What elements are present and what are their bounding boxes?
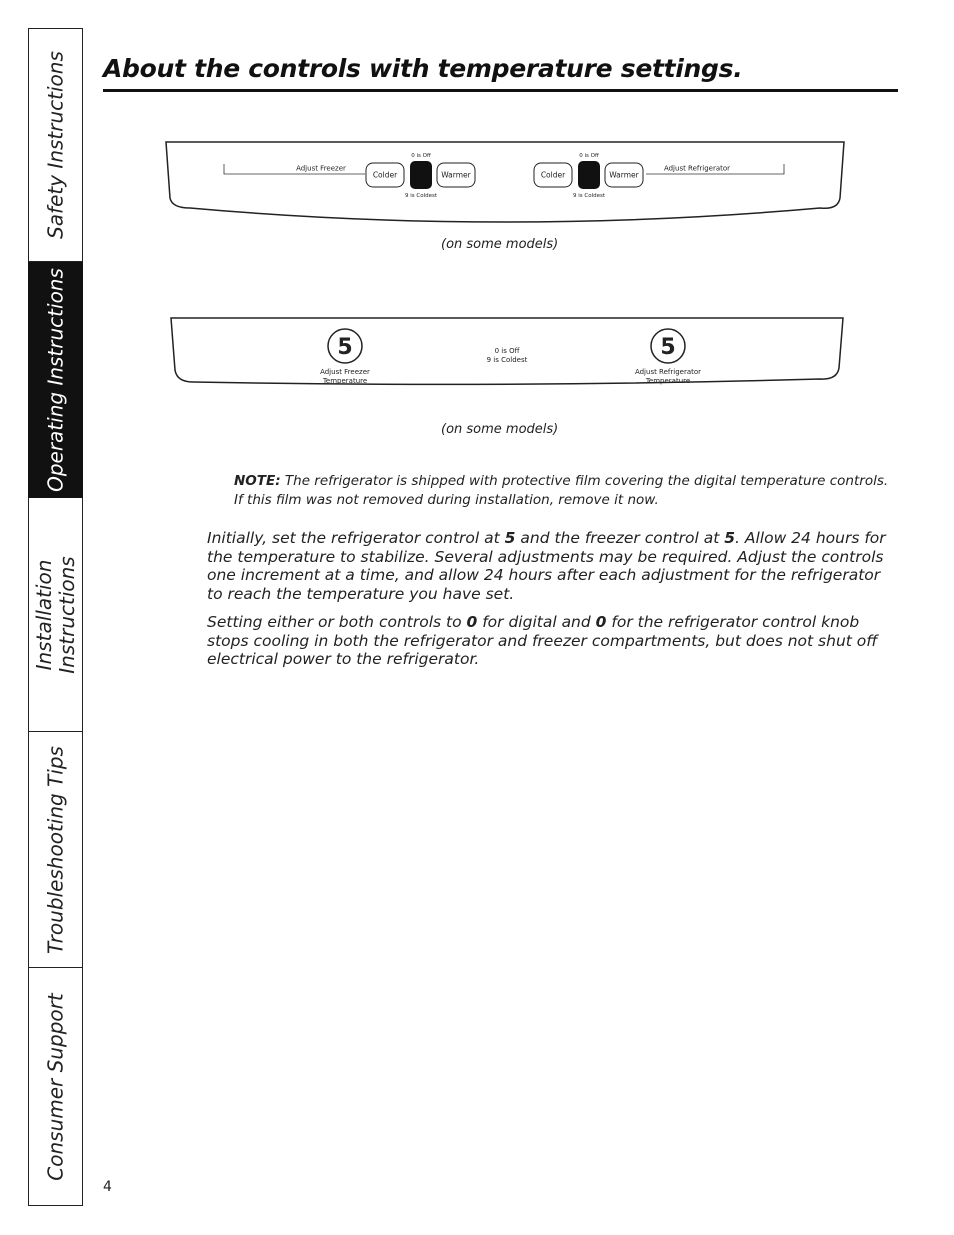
page-number: 4: [103, 1179, 112, 1195]
freezer-warmer-label: Warmer: [441, 170, 471, 180]
fridge-display: [578, 161, 600, 189]
tab-troubleshooting-tips[interactable]: [28, 732, 83, 968]
text-run: for the refrigerator control knob stops cooling in both the refrigerator and freezer compartments, but does not shut off electrical power to the refrigerator.: [207, 613, 878, 669]
freezer-label-line1: Adjust Freezer: [320, 368, 370, 376]
tab-label-line1: Installation: [31, 559, 56, 670]
panel1-caption: (on some models): [441, 237, 559, 252]
text-run: for digital and: [477, 613, 596, 631]
freezer-label-line2: Temperature: [322, 377, 368, 385]
page-title: About the controls with temperature settings.: [103, 54, 743, 83]
fridge-warmer-label: Warmer: [609, 170, 639, 180]
center-text-line1: 0 is Off: [494, 347, 520, 355]
tab-label: Troubleshooting Tips: [43, 745, 67, 954]
panel-outline: [166, 142, 844, 222]
paragraph-off-setting: [207, 613, 887, 669]
fridge-colder-label: Colder: [540, 170, 566, 180]
section-tabs: [28, 28, 83, 1206]
note-label: NOTE:: [234, 473, 281, 489]
bold-value: 0: [466, 613, 478, 631]
text-run: Initially, set the refrigerator control at: [207, 529, 505, 547]
tab-consumer-support[interactable]: [28, 968, 83, 1206]
tab-label: Safety Instructions: [43, 51, 67, 239]
control-panel-digital: [165, 312, 849, 390]
fridge-value: 5: [660, 335, 676, 360]
tab-safety-instructions[interactable]: [28, 28, 83, 262]
freezer-bottom-text: 9 is Coldest: [404, 193, 438, 199]
fridge-top-text: 0 is Off: [579, 153, 599, 159]
title-rule: [103, 89, 898, 92]
tab-label-multiline: [33, 556, 79, 673]
panel2-caption: (on some models): [441, 422, 559, 437]
freezer-colder-label: Colder: [372, 170, 398, 180]
freezer-value: 5: [337, 335, 353, 360]
freezer-label: Adjust Freezer: [296, 164, 346, 173]
tab-label: Consumer Support: [43, 992, 67, 1181]
note-text: The refrigerator is shipped with protective film covering the digital temperature controls. If this film was not removed during installation, remove it now.: [234, 473, 889, 508]
tab-label: Operating Instructions: [43, 267, 67, 492]
center-text-line2: 9 is Coldest: [486, 356, 528, 364]
fridge-label-line1: Adjust Refrigerator: [634, 368, 702, 376]
control-panel-buttons: [160, 136, 850, 226]
bold-value: 5: [724, 529, 736, 547]
fridge-bottom-text: 9 is Coldest: [572, 193, 606, 199]
text-run: Setting either or both controls to: [207, 613, 467, 631]
text-run: . Allow 24 hours for the temperature to stabilize. Several adjustments may be required. Adjust the controls one increment at a time, and allow 24 hours after each adjustment for the refrigerator to reach the temperature you have set.: [207, 529, 886, 604]
tab-installation-instructions[interactable]: [28, 498, 83, 732]
bold-value: 0: [595, 613, 607, 631]
freezer-display: [410, 161, 432, 189]
fridge-label-line2: Temperature: [645, 377, 691, 385]
paragraph-initial-settings: [207, 529, 887, 604]
tab-label-line2: Instructions: [54, 555, 79, 674]
fridge-label: Adjust Refrigerator: [663, 164, 731, 173]
text-run: and the freezer control at: [515, 529, 725, 547]
bold-value: 5: [504, 529, 516, 547]
freezer-top-text: 0 is Off: [411, 153, 431, 159]
note: [234, 472, 894, 510]
tab-operating-instructions[interactable]: [28, 262, 83, 498]
